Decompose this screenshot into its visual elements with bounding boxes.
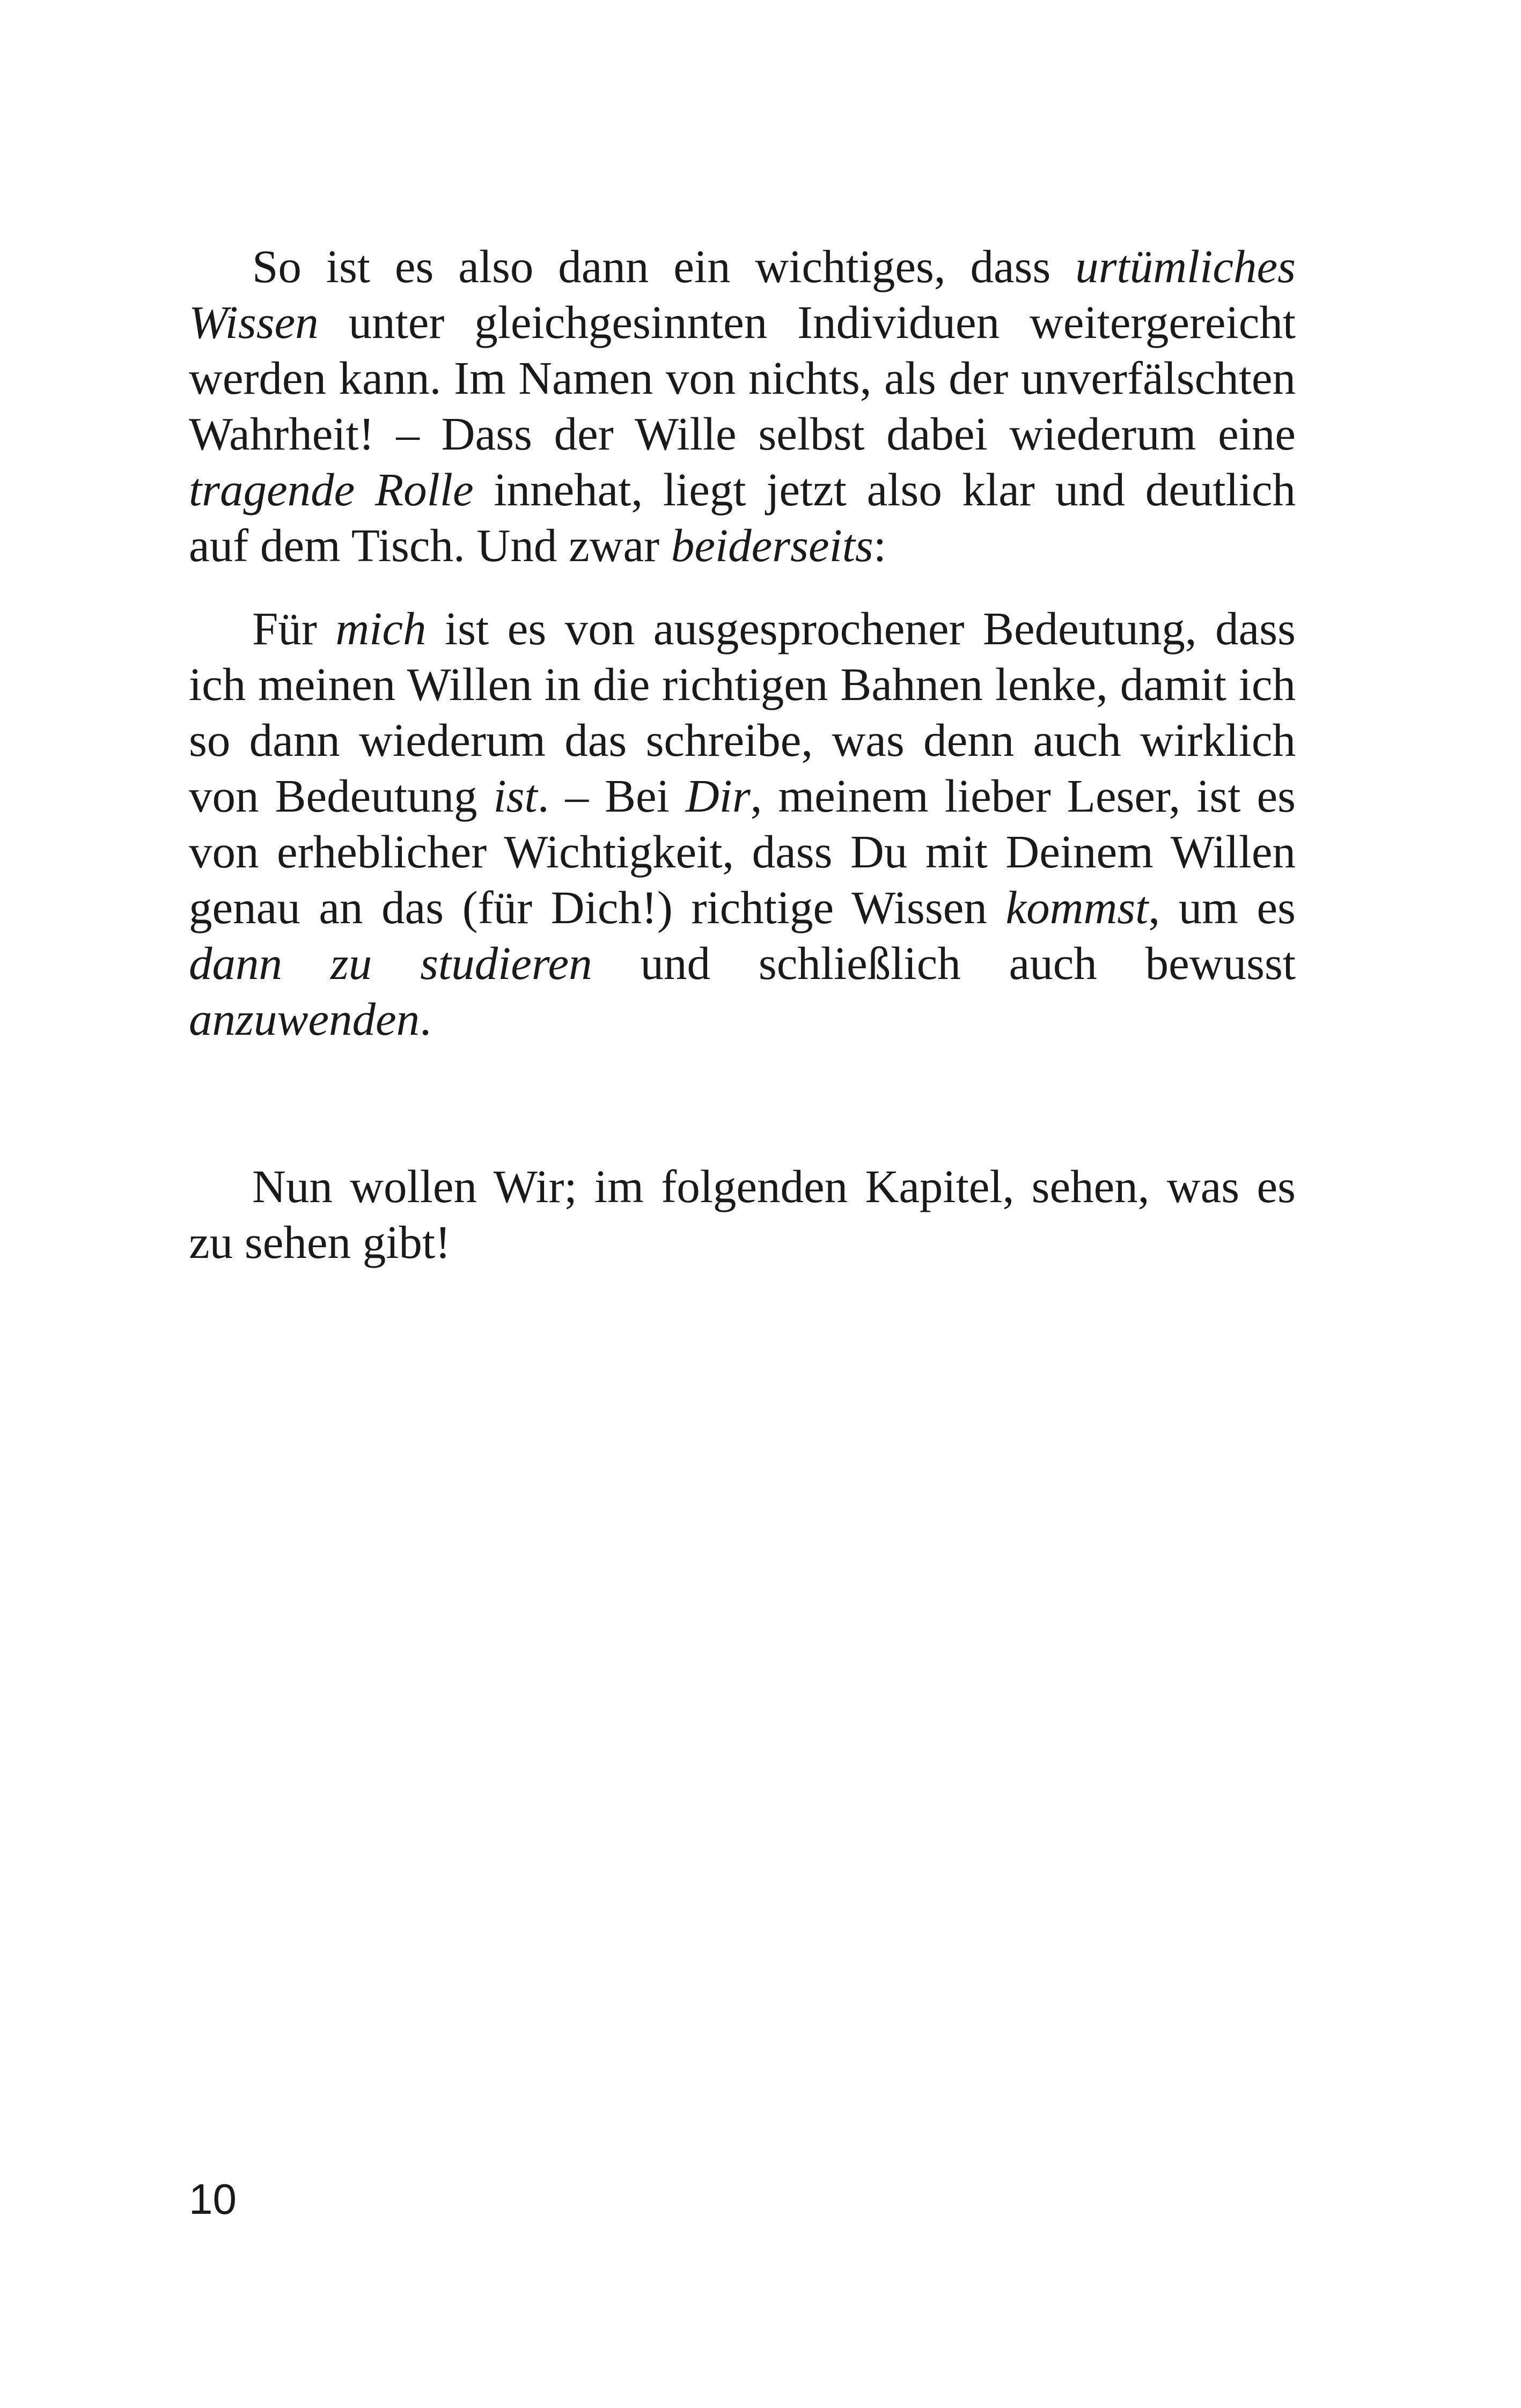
- body-text: So ist es also dann ein wichtiges, dass: [252, 240, 1076, 292]
- emphasized-text: beiderseits: [671, 519, 873, 571]
- emphasized-text: ist: [493, 770, 538, 822]
- body-text: ist es von ausgesprochener Bedeutung, dass ich meinen Willen in die richtigen Bahnen lenke, damit ich so dann wiederum das schreibe, was denn auch wirklich von Bedeutung: [189, 602, 1296, 822]
- emphasized-text: dann zu studieren: [189, 937, 592, 989]
- body-text: , meinem lieber Leser, ist es von erheblicher Wichtigkeit, dass Du mit Deinem Willen genau an das (für Dich!) richtige Wissen: [189, 770, 1296, 933]
- emphasized-text: Dir: [685, 770, 751, 822]
- body-text: innehat, liegt jetzt also klar und deutlich auf dem Tisch. Und zwar: [189, 463, 1296, 571]
- body-text: unter gleichgesinnten Individuen weitergereicht werden kann. Im Namen von nichts, als der unverfälschten Wahrheit! – Dass der Wille selbst dabei wiederum eine: [189, 296, 1296, 460]
- paragraph-3-text: [189, 1159, 1296, 1270]
- paragraph-3: [189, 1159, 1296, 1270]
- paragraph-1-text: [189, 239, 1296, 573]
- emphasized-text: anzuwenden: [189, 993, 420, 1045]
- emphasized-text: mich: [335, 602, 427, 654]
- page-number: 10: [189, 2175, 237, 2223]
- emphasized-text: tragende Rolle: [189, 463, 474, 516]
- body-text: .: [420, 993, 431, 1045]
- body-text: , um es: [1148, 881, 1296, 933]
- emphasized-text: urtümliches Wissen: [189, 240, 1296, 348]
- paragraph-1: [189, 239, 1296, 573]
- paragraph-2: [189, 601, 1296, 1047]
- paragraph-2-text: [189, 601, 1296, 1047]
- body-text: Nun wollen Wir; im folgenden Kapitel, sehen, was es zu sehen gibt!: [189, 1160, 1296, 1268]
- body-text: . – Bei: [537, 770, 686, 822]
- body-text: :: [873, 519, 886, 571]
- body-text: und schließlich auch bewusst: [592, 937, 1296, 989]
- emphasized-text: kommst: [1005, 881, 1149, 933]
- body-text: Für: [252, 602, 336, 654]
